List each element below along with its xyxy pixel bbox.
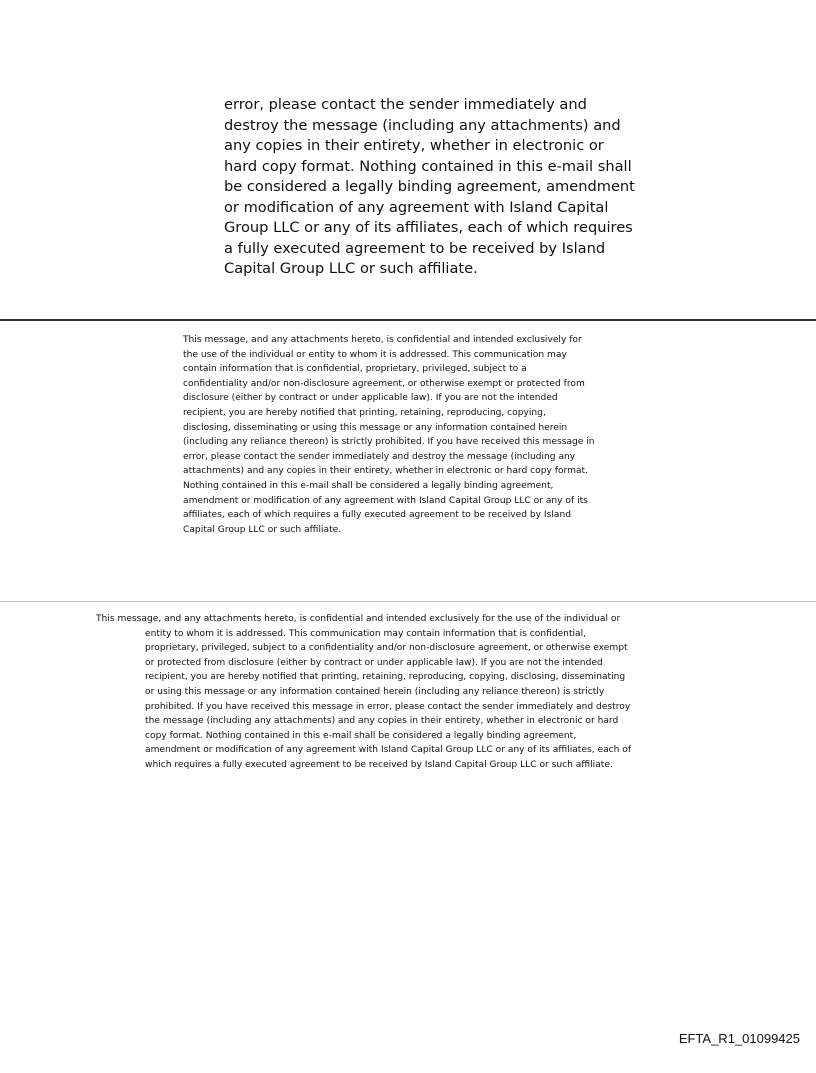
confidentiality-disclaimer — [96, 612, 685, 773]
text-line: recipient, you are hereby notified that printing, retaining, reproducing, copying, — [183, 407, 546, 418]
text-line: contain information that is confidential, proprietary, privileged, subject to a — [183, 364, 527, 375]
text-line: or using this message or any information contained herein (including any reliance thereon) is strictly — [145, 686, 605, 697]
text-line: proprietary, privileged, subject to a confidentiality and/or non-disclosure agreement, or otherwise exempt — [145, 643, 628, 654]
text-line: entity to whom it is addressed. This communication may contain information that is confidential, — [145, 628, 587, 639]
text-line: disclosing, disseminating or using this message or any information contained herein — [183, 422, 568, 433]
text-line: a fully executed agreement to be received by Island — [224, 239, 606, 257]
text-line: or modification of any agreement with Island Capital — [224, 198, 609, 216]
text-line: be considered a legally binding agreement, amendment — [224, 178, 635, 195]
document-id: EFTA_R1_01099425 — [678, 1031, 800, 1046]
text-line: hard copy format. Nothing contained in this e-mail shall — [224, 157, 632, 175]
text-line: prohibited. If you have received this message in error, please contact the sender immediately and destroy — [145, 701, 631, 712]
text-line: amendment or modification of any agreement with Island Capital Group LLC or any of its affiliates, each of — [145, 745, 632, 756]
section-divider — [0, 601, 816, 602]
text-line: recipient, you are hereby notified that printing, retaining, reproducing, copying, disclosing, disseminating — [145, 672, 626, 683]
text-line: This message, and any attachments hereto, is confidential and intended exclusively for the use of the individual or — [96, 614, 621, 624]
confidentiality-disclaimer — [183, 333, 643, 537]
text-line: or protected from disclosure (either by contract or under applicable law). If you are not the intended — [145, 657, 603, 668]
text-line: disclosure (either by contract or under applicable law). If you are not the intended — [183, 393, 558, 404]
text-line: the use of the individual or entity to whom it is addressed. This communication may — [183, 349, 567, 360]
text-line: affiliates, each of which requires a fully executed agreement to be received by Island — [183, 510, 571, 521]
text-line: attachments) and any copies in their entirety, whether in electronic or hard copy format. — [183, 466, 588, 477]
text-line: This message, and any attachments hereto, is confidential and intended exclusively for — [183, 335, 582, 345]
text-line: copy format. Nothing contained in this e-mail shall be considered a legally binding agreement, — [145, 730, 577, 741]
text-line: amendment or modification of any agreement with Island Capital Group LLC or any of its — [183, 495, 588, 506]
text-line: Nothing contained in this e-mail shall be considered a legally binding agreement, — [183, 480, 554, 491]
text-line: error, please contact the sender immediately and — [224, 96, 587, 113]
text-line: which requires a fully executed agreement to be received by Island Capital Group LLC or such affiliate. — [145, 759, 613, 770]
text-line: the message (including any attachments) and any copies in their entirety, whether in electronic or hard — [145, 716, 619, 727]
text-line: any copies in their entirety, whether in electronic or — [224, 137, 604, 154]
text-line: error, please contact the sender immediately and destroy the message (including any — [183, 451, 576, 462]
text-line: destroy the message (including any attachments) and — [224, 116, 621, 134]
text-line: Capital Group LLC or such affiliate. — [183, 524, 342, 535]
text-line: Group LLC or any of its affiliates, each of which requires — [224, 219, 633, 236]
email-disclaimer-fragment — [224, 95, 635, 280]
section-divider — [0, 319, 816, 321]
text-line: (including any reliance thereon) is strictly prohibited. If you have received this message in — [183, 437, 595, 448]
text-line: Capital Group LLC or such affiliate. — [224, 260, 478, 277]
text-line: confidentiality and/or non-disclosure agreement, or otherwise exempt or protected from — [183, 378, 585, 389]
